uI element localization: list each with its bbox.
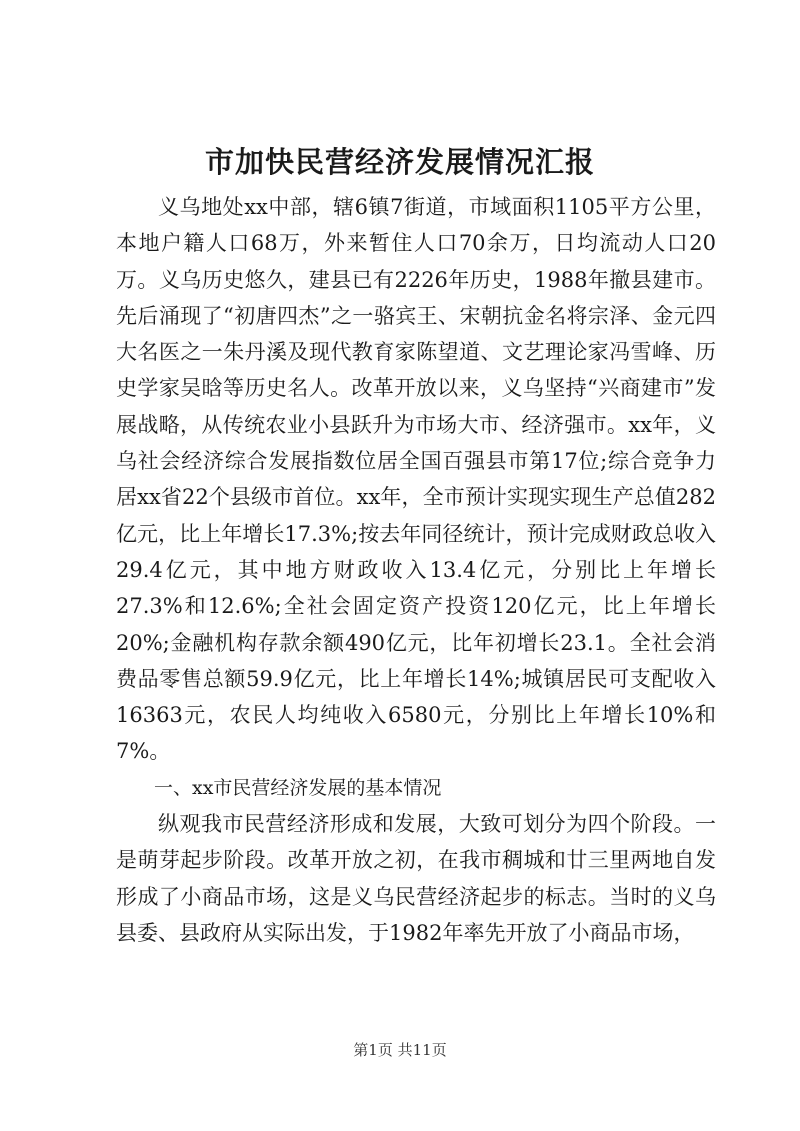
page-number-footer: 第1页 共11页 [353, 1041, 447, 1059]
document-body [116, 189, 716, 951]
intro-paragraph: 义乌地处xx中部，辖6镇7街道，市域面积1105平方公里，本地户籍人口68万，外来暂住人口70余万，日均流动人口20万。义乌历史悠久，建县已有2226年历史，1988年撤县建市。先后涌现了“初唐四杰”之一骆宾王、宋朝抗金名将宗泽、金元四大名医之一朱丹溪及现代教育家陈望道、文艺理论家冯雪峰、历史学家吴晗等历史名人。改革开放以来，义乌坚持“兴商建市”发展战略，从传统农业小县跃升为市场大市、经济强市。xx年，义乌社会经济综合发展指数位居全国百强县市第17位;综合竞争力居xx省22个县级市首位。xx年，全市预计实现实现生产总值282亿元，比上年增长17.3%;按去年同径统计，预计完成财政总收入29.4亿元，其中地方财政收入13.4亿元，分别比上年增长27.3%和12.6%;全社会固定资产投资120亿元，比上年增长20%;金融机构存款余额490亿元，比年初增长23.1。全社会消费品零售总额59.9亿元，比上年增长14%;城镇居民可支配收入16363元，农民人均纯收入6580元，分别比上年增长10%和7%。 [116, 195, 716, 764]
document-title: 市加快民营经济发展情况汇报 [204, 145, 595, 179]
stage-paragraph: 纵观我市民营经济形成和发展，大致可划分为四个阶段。一是萌芽起步阶段。改革开放之初，在我市稠城和廿三里两地自发形成了小商品市场，这是义乌民营经济起步的标志。当时的义乌县委、县政府从实际出发，于1982年率先开放了小商品市场， [116, 812, 716, 945]
section-heading: 一、xx市民营经济发展的基本情况 [154, 776, 442, 799]
